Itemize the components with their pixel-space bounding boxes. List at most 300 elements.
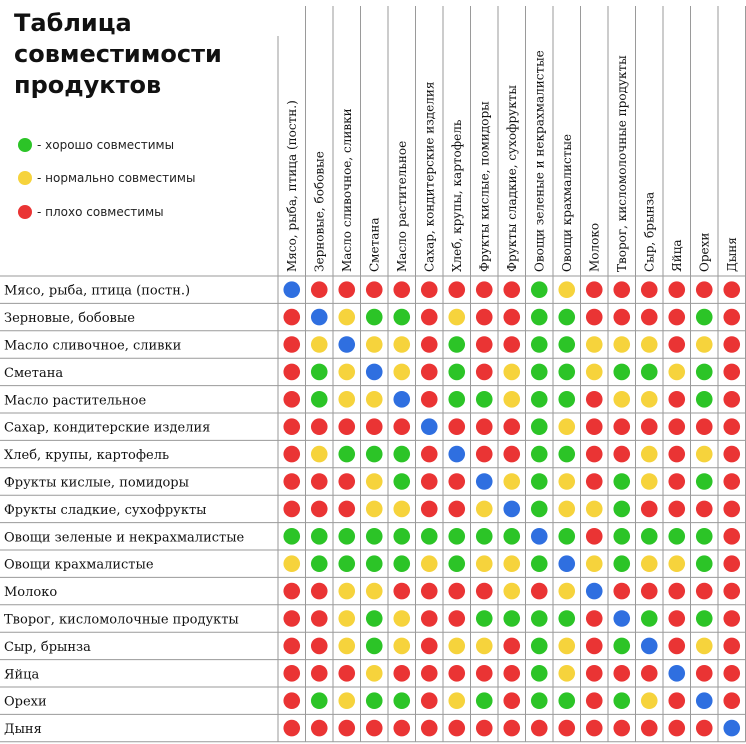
compatibility-dot bbox=[311, 638, 328, 655]
compatibility-dot bbox=[393, 473, 410, 490]
compatibility-dot bbox=[366, 446, 383, 463]
compatibility-dot bbox=[393, 610, 410, 627]
compatibility-dot bbox=[503, 309, 520, 326]
compatibility-dot bbox=[641, 501, 658, 518]
compatibility-dot bbox=[421, 336, 438, 353]
compatibility-dot bbox=[476, 473, 493, 490]
compatibility-dot bbox=[366, 555, 383, 572]
column-label: Масло растительное bbox=[394, 140, 409, 272]
compatibility-dot bbox=[696, 309, 713, 326]
compatibility-dot bbox=[393, 665, 410, 682]
compatibility-dot bbox=[476, 418, 493, 435]
compatibility-dot bbox=[696, 446, 713, 463]
compatibility-dot bbox=[613, 281, 630, 298]
compatibility-dot bbox=[503, 720, 520, 737]
compatibility-dot bbox=[311, 473, 328, 490]
compatibility-dot bbox=[283, 309, 300, 326]
compatibility-dot bbox=[696, 391, 713, 408]
compatibility-dot bbox=[696, 638, 713, 655]
compatibility-dot bbox=[476, 281, 493, 298]
compatibility-dot bbox=[311, 281, 328, 298]
compatibility-dot bbox=[421, 309, 438, 326]
compatibility-dot bbox=[311, 364, 328, 381]
compatibility-dot bbox=[448, 364, 465, 381]
compatibility-dot bbox=[696, 528, 713, 545]
compatibility-dot bbox=[696, 583, 713, 600]
compatibility-dot bbox=[531, 418, 548, 435]
compatibility-dot bbox=[558, 528, 575, 545]
compatibility-dot bbox=[366, 528, 383, 545]
compatibility-dot bbox=[283, 418, 300, 435]
compatibility-dot bbox=[558, 336, 575, 353]
compatibility-dot bbox=[448, 501, 465, 518]
compatibility-dot bbox=[723, 473, 740, 490]
compatibility-dot bbox=[393, 501, 410, 518]
row-label: Фрукты сладкие, сухофрукты bbox=[4, 502, 207, 518]
compatibility-dot bbox=[448, 555, 465, 572]
compatibility-dot bbox=[448, 665, 465, 682]
compatibility-dot bbox=[283, 638, 300, 655]
column-label: Мясо, рыба, птица (постн.) bbox=[284, 100, 299, 272]
compatibility-dot bbox=[613, 391, 630, 408]
compatibility-dot bbox=[311, 309, 328, 326]
compatibility-dot bbox=[366, 501, 383, 518]
compatibility-dot bbox=[668, 528, 685, 545]
compatibility-dot bbox=[393, 364, 410, 381]
compatibility-dot bbox=[668, 692, 685, 709]
compatibility-dot bbox=[558, 692, 575, 709]
compatibility-dot bbox=[723, 336, 740, 353]
compatibility-dot bbox=[448, 336, 465, 353]
compatibility-dot bbox=[448, 446, 465, 463]
compatibility-dot bbox=[311, 501, 328, 518]
compatibility-dot bbox=[558, 418, 575, 435]
compatibility-dot bbox=[723, 528, 740, 545]
compatibility-dot bbox=[338, 446, 355, 463]
column-label: Сыр, брынза bbox=[642, 191, 657, 272]
compatibility-dot bbox=[696, 501, 713, 518]
compatibility-dot bbox=[393, 583, 410, 600]
compatibility-dot bbox=[393, 720, 410, 737]
compatibility-dot bbox=[338, 583, 355, 600]
column-label: Творог, кисломолочные продукты bbox=[614, 55, 629, 272]
compatibility-dot bbox=[448, 692, 465, 709]
compatibility-dot bbox=[503, 281, 520, 298]
compatibility-dot bbox=[531, 364, 548, 381]
compatibility-dot bbox=[503, 418, 520, 435]
compatibility-dot bbox=[558, 391, 575, 408]
compatibility-dot bbox=[338, 665, 355, 682]
compatibility-dot bbox=[723, 309, 740, 326]
compatibility-dot bbox=[641, 336, 658, 353]
compatibility-dot bbox=[283, 555, 300, 572]
compatibility-dot bbox=[558, 364, 575, 381]
compatibility-dot bbox=[283, 583, 300, 600]
row-label: Молоко bbox=[4, 585, 58, 601]
compatibility-dot bbox=[613, 309, 630, 326]
compatibility-dot bbox=[283, 720, 300, 737]
compatibility-dot bbox=[613, 665, 630, 682]
compatibility-dot bbox=[641, 418, 658, 435]
compatibility-dot bbox=[283, 446, 300, 463]
compatibility-dot bbox=[421, 391, 438, 408]
compatibility-dot bbox=[503, 501, 520, 518]
compatibility-dot bbox=[448, 418, 465, 435]
compatibility-dot bbox=[613, 528, 630, 545]
compatibility-dot bbox=[586, 364, 603, 381]
compatibility-dot bbox=[723, 281, 740, 298]
compatibility-dot bbox=[586, 473, 603, 490]
compatibility-dot bbox=[668, 720, 685, 737]
compatibility-dot bbox=[531, 446, 548, 463]
compatibility-dot bbox=[366, 281, 383, 298]
compatibility-dot bbox=[641, 610, 658, 627]
compatibility-dot bbox=[366, 364, 383, 381]
compatibility-dot bbox=[723, 720, 740, 737]
compatibility-dot bbox=[696, 418, 713, 435]
compatibility-dot bbox=[586, 309, 603, 326]
compatibility-dot bbox=[283, 665, 300, 682]
column-label: Зерновые, бобовые bbox=[312, 151, 327, 272]
title-line: Таблица bbox=[14, 9, 132, 37]
compatibility-dot bbox=[366, 336, 383, 353]
compatibility-dot bbox=[586, 446, 603, 463]
compatibility-dot bbox=[421, 446, 438, 463]
compatibility-dot bbox=[586, 692, 603, 709]
compatibility-dot bbox=[503, 364, 520, 381]
legend-label: - хорошо совместимы bbox=[37, 138, 175, 152]
compatibility-dot bbox=[421, 501, 438, 518]
compatibility-dot bbox=[723, 665, 740, 682]
compatibility-dot bbox=[641, 309, 658, 326]
compatibility-dot bbox=[723, 555, 740, 572]
compatibility-dot bbox=[503, 336, 520, 353]
compatibility-dot bbox=[283, 364, 300, 381]
compatibility-dot bbox=[476, 638, 493, 655]
compatibility-dot bbox=[531, 610, 548, 627]
compatibility-dot bbox=[283, 610, 300, 627]
compatibility-dot bbox=[613, 336, 630, 353]
compatibility-dot bbox=[668, 638, 685, 655]
compatibility-dot bbox=[586, 610, 603, 627]
column-label: Овощи зеленые и некрахмалистые bbox=[532, 50, 547, 272]
compatibility-dot bbox=[723, 638, 740, 655]
compatibility-dot bbox=[338, 720, 355, 737]
compatibility-dot bbox=[641, 692, 658, 709]
compatibility-dot bbox=[586, 720, 603, 737]
compatibility-dot bbox=[558, 720, 575, 737]
compatibility-dot bbox=[311, 528, 328, 545]
compatibility-dot bbox=[503, 391, 520, 408]
row-label: Масло растительное bbox=[4, 393, 147, 409]
row-label: Творог, кисломолочные продукты bbox=[4, 612, 239, 628]
compatibility-dot bbox=[613, 720, 630, 737]
compatibility-dot bbox=[558, 281, 575, 298]
row-label: Фрукты кислые, помидоры bbox=[4, 475, 189, 491]
compatibility-dot bbox=[421, 555, 438, 572]
compatibility-dot bbox=[311, 583, 328, 600]
column-label: Сахар, кондитерские изделия bbox=[422, 81, 437, 272]
column-label: Молоко bbox=[587, 222, 602, 272]
compatibility-dot bbox=[613, 610, 630, 627]
compatibility-dot bbox=[668, 610, 685, 627]
compatibility-dot bbox=[558, 583, 575, 600]
compatibility-dot bbox=[421, 473, 438, 490]
compatibility-dot bbox=[668, 665, 685, 682]
compatibility-dot bbox=[696, 665, 713, 682]
compatibility-dot bbox=[586, 391, 603, 408]
compatibility-dot bbox=[421, 638, 438, 655]
compatibility-dot bbox=[723, 692, 740, 709]
legend-label: - нормально совместимы bbox=[37, 171, 196, 185]
column-label: Сметана bbox=[367, 217, 382, 272]
compatibility-dot bbox=[366, 720, 383, 737]
compatibility-dot bbox=[448, 473, 465, 490]
compatibility-dot bbox=[558, 446, 575, 463]
compatibility-dot bbox=[421, 528, 438, 545]
compatibility-dot bbox=[613, 473, 630, 490]
compatibility-dot bbox=[613, 692, 630, 709]
compatibility-dot bbox=[613, 501, 630, 518]
column-label: Хлеб, крупы, картофель bbox=[449, 119, 464, 272]
column-label: Дыня bbox=[724, 237, 739, 272]
title-line: совместимости bbox=[14, 40, 222, 68]
compatibility-dot bbox=[696, 720, 713, 737]
compatibility-dot bbox=[531, 665, 548, 682]
compatibility-dot bbox=[311, 720, 328, 737]
compatibility-dot bbox=[641, 391, 658, 408]
row-label: Сыр, брынза bbox=[4, 639, 91, 655]
compatibility-dot bbox=[668, 583, 685, 600]
compatibility-dot bbox=[311, 336, 328, 353]
row-label: Хлеб, крупы, картофель bbox=[4, 448, 170, 464]
compatibility-dot bbox=[531, 528, 548, 545]
row-label: Сахар, кондитерские изделия bbox=[4, 420, 211, 436]
compatibility-dot bbox=[338, 336, 355, 353]
row-label: Сметана bbox=[4, 365, 64, 381]
compatibility-dot bbox=[668, 309, 685, 326]
compatibility-dot bbox=[421, 665, 438, 682]
compatibility-dot bbox=[476, 309, 493, 326]
compatibility-dot bbox=[421, 692, 438, 709]
compatibility-dot bbox=[531, 336, 548, 353]
compatibility-dot bbox=[531, 583, 548, 600]
compatibility-dot bbox=[476, 665, 493, 682]
compatibility-dot bbox=[283, 336, 300, 353]
compatibility-dot bbox=[531, 720, 548, 737]
compatibility-dot bbox=[696, 555, 713, 572]
row-label: Масло сливочное, сливки bbox=[4, 338, 182, 354]
row-label: Зерновые, бобовые bbox=[4, 311, 135, 327]
compatibility-dot bbox=[338, 528, 355, 545]
compatibility-dot bbox=[586, 501, 603, 518]
compatibility-dot bbox=[393, 555, 410, 572]
compatibility-dot bbox=[723, 446, 740, 463]
compatibility-dot bbox=[448, 583, 465, 600]
column-label: Фрукты сладкие, сухофрукты bbox=[504, 85, 519, 272]
compatibility-dot bbox=[668, 418, 685, 435]
compatibility-dot bbox=[421, 610, 438, 627]
compatibility-dot bbox=[311, 610, 328, 627]
compatibility-dot bbox=[393, 638, 410, 655]
compatibility-dot bbox=[723, 610, 740, 627]
compatibility-dot bbox=[723, 418, 740, 435]
compatibility-dot bbox=[531, 555, 548, 572]
compatibility-dot bbox=[476, 336, 493, 353]
compatibility-dot bbox=[421, 418, 438, 435]
compatibility-dot bbox=[366, 638, 383, 655]
compatibility-dot bbox=[448, 309, 465, 326]
compatibility-dot bbox=[366, 473, 383, 490]
compatibility-dot bbox=[723, 501, 740, 518]
compatibility-dot bbox=[723, 583, 740, 600]
compatibility-dot bbox=[476, 692, 493, 709]
compatibility-dot bbox=[503, 665, 520, 682]
compatibility-dot bbox=[366, 692, 383, 709]
row-label: Орехи bbox=[4, 694, 47, 710]
compatibility-dot bbox=[338, 501, 355, 518]
compatibility-dot bbox=[283, 528, 300, 545]
compatibility-dot bbox=[503, 638, 520, 655]
compatibility-dot bbox=[283, 281, 300, 298]
compatibility-dot bbox=[696, 336, 713, 353]
compatibility-dot bbox=[668, 336, 685, 353]
column-label: Орехи bbox=[697, 232, 712, 272]
compatibility-dot bbox=[641, 528, 658, 545]
compatibility-dot bbox=[531, 473, 548, 490]
compatibility-dot bbox=[366, 418, 383, 435]
compatibility-dot bbox=[393, 391, 410, 408]
compatibility-dot bbox=[393, 692, 410, 709]
compatibility-dot bbox=[641, 364, 658, 381]
compatibility-dot bbox=[393, 446, 410, 463]
compatibility-dot bbox=[366, 610, 383, 627]
compatibility-dot bbox=[476, 555, 493, 572]
compatibility-dot bbox=[283, 391, 300, 408]
compatibility-dot bbox=[641, 473, 658, 490]
compatibility-dot bbox=[696, 281, 713, 298]
compatibility-dot bbox=[531, 501, 548, 518]
compatibility-dot bbox=[393, 309, 410, 326]
compatibility-dot bbox=[613, 638, 630, 655]
compatibility-dot bbox=[366, 309, 383, 326]
compatibility-dot bbox=[311, 418, 328, 435]
compatibility-dot bbox=[558, 638, 575, 655]
title-line: продуктов bbox=[14, 71, 162, 99]
compatibility-dot bbox=[338, 281, 355, 298]
compatibility-dot bbox=[338, 418, 355, 435]
row-label: Мясо, рыба, птица (постн.) bbox=[4, 283, 191, 299]
compatibility-dot bbox=[641, 583, 658, 600]
compatibility-dot bbox=[586, 638, 603, 655]
column-label: Овощи крахмалистые bbox=[559, 133, 574, 272]
compatibility-dot bbox=[311, 446, 328, 463]
compatibility-dot bbox=[393, 528, 410, 545]
compatibility-dot bbox=[476, 528, 493, 545]
compatibility-dot bbox=[503, 610, 520, 627]
compatibility-dot bbox=[668, 446, 685, 463]
compatibility-dot bbox=[448, 281, 465, 298]
compatibility-dot bbox=[503, 555, 520, 572]
compatibility-dot bbox=[448, 528, 465, 545]
compatibility-dot bbox=[338, 309, 355, 326]
legend-label: - плохо совместимы bbox=[37, 205, 164, 219]
compatibility-dot bbox=[531, 309, 548, 326]
compatibility-dot bbox=[338, 692, 355, 709]
compatibility-dot bbox=[668, 555, 685, 572]
compatibility-dot bbox=[586, 583, 603, 600]
compatibility-dot bbox=[613, 364, 630, 381]
compatibility-dot bbox=[586, 281, 603, 298]
compatibility-dot bbox=[723, 391, 740, 408]
compatibility-dot bbox=[613, 446, 630, 463]
compatibility-dot bbox=[448, 720, 465, 737]
compatibility-dot bbox=[558, 555, 575, 572]
compatibility-dot bbox=[586, 336, 603, 353]
compatibility-dot bbox=[393, 336, 410, 353]
compatibility-dot bbox=[531, 692, 548, 709]
compatibility-dot bbox=[558, 610, 575, 627]
compatibility-dot bbox=[421, 281, 438, 298]
compatibility-dot bbox=[476, 610, 493, 627]
compatibility-dot bbox=[723, 364, 740, 381]
compatibility-dot bbox=[531, 638, 548, 655]
compatibility-dot bbox=[448, 391, 465, 408]
compatibility-dot bbox=[366, 583, 383, 600]
compatibility-dot bbox=[668, 473, 685, 490]
compatibility-dot bbox=[558, 473, 575, 490]
compatibility-dot bbox=[668, 391, 685, 408]
compatibility-dot bbox=[311, 665, 328, 682]
compatibility-dot bbox=[283, 473, 300, 490]
compatibility-dot bbox=[586, 528, 603, 545]
compatibility-dot bbox=[476, 501, 493, 518]
compatibility-dot bbox=[338, 473, 355, 490]
compatibility-dot bbox=[338, 391, 355, 408]
compatibility-dot bbox=[503, 583, 520, 600]
compatibility-dot bbox=[283, 692, 300, 709]
compatibility-dot bbox=[558, 665, 575, 682]
compatibility-dot bbox=[641, 555, 658, 572]
compatibility-dot bbox=[641, 665, 658, 682]
row-label: Дыня bbox=[4, 722, 42, 738]
compatibility-dot bbox=[586, 665, 603, 682]
compatibility-dot bbox=[696, 364, 713, 381]
compatibility-dot bbox=[641, 720, 658, 737]
compatibility-dot bbox=[311, 692, 328, 709]
row-label: Овощи крахмалистые bbox=[4, 557, 154, 573]
compatibility-dot bbox=[503, 446, 520, 463]
compatibility-dot bbox=[283, 501, 300, 518]
compatibility-dot bbox=[641, 638, 658, 655]
compatibility-dot bbox=[393, 281, 410, 298]
row-label: Овощи зеленые и некрахмалистые bbox=[4, 530, 245, 546]
compatibility-dot bbox=[613, 583, 630, 600]
compatibility-dot bbox=[668, 501, 685, 518]
compatibility-dot bbox=[503, 528, 520, 545]
compatibility-dot bbox=[476, 720, 493, 737]
compatibility-dot bbox=[586, 418, 603, 435]
column-label: Яйца bbox=[669, 239, 684, 272]
compatibility-dot bbox=[338, 638, 355, 655]
compatibility-dot bbox=[503, 692, 520, 709]
compatibility-dot bbox=[641, 446, 658, 463]
compatibility-dot bbox=[696, 692, 713, 709]
compatibility-dot bbox=[668, 281, 685, 298]
compatibility-dot bbox=[558, 309, 575, 326]
compatibility-dot bbox=[558, 501, 575, 518]
compatibility-dot bbox=[476, 364, 493, 381]
